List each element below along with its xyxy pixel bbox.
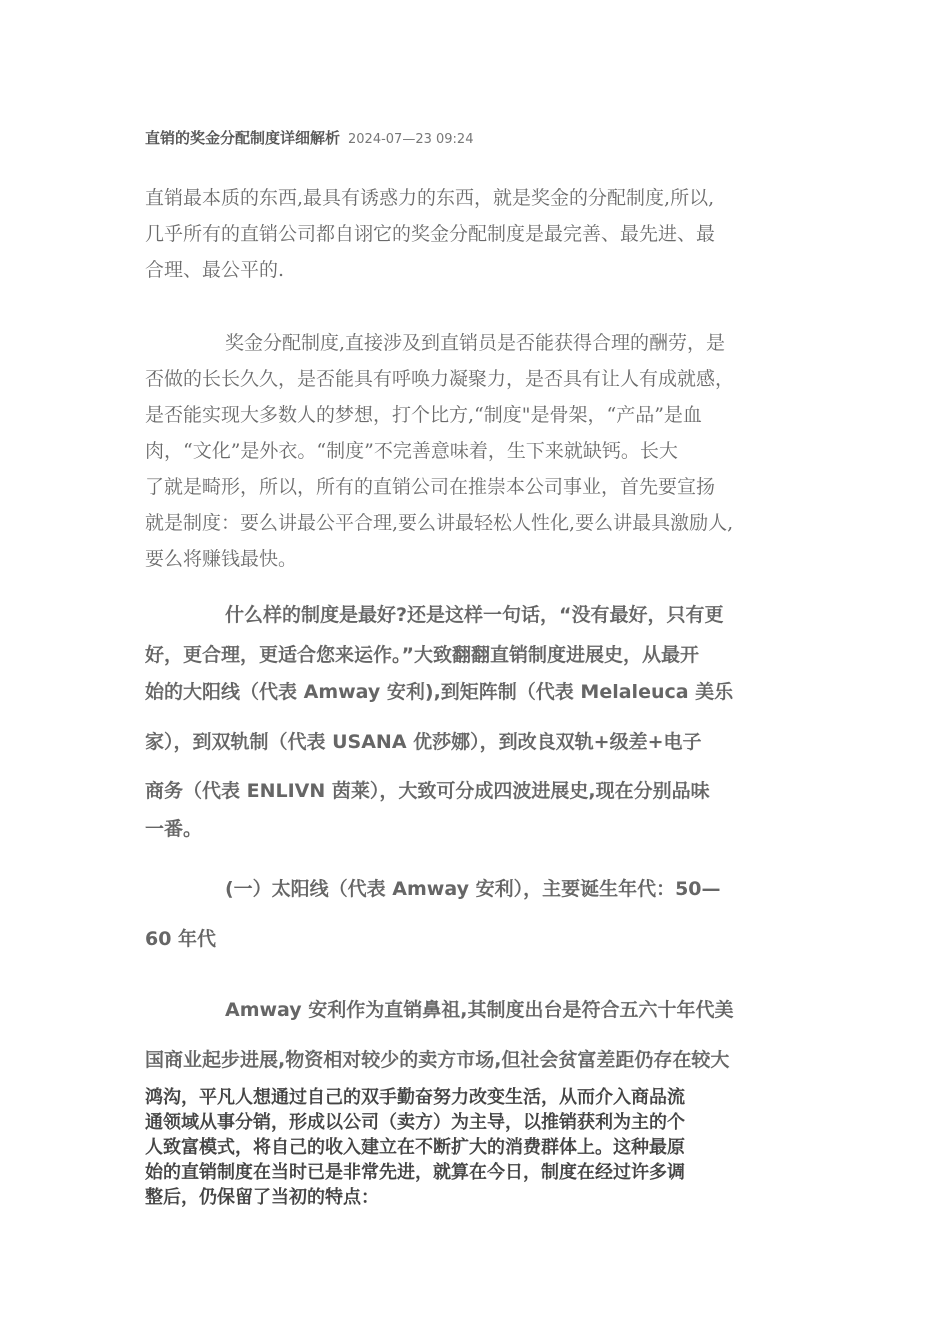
text-line: 60 年代 [145,928,217,950]
text-line: 始的大阳线（代表 Amway 安利),到矩阵制（代表 Melaleuca 美乐 [145,681,734,703]
text-line: 直销最本质的东西,最具有诱惑力的东西，就是奖金的分配制度,所以, [145,187,715,209]
article-title: 直销的奖金分配制度详细解析 [145,129,341,147]
text-line: (一）太阳线（代表 Amway 安利），主要诞生年代：50— [225,878,721,900]
paragraph-amway-continued [145,1085,815,1210]
text-line: 鸿沟，平凡人想通过自己的双手勤奋努力改变生活，从而介入商品流 [145,1087,685,1108]
text-line: 奖金分配制度,直接涉及到直销员是否能获得合理的酬劳，是 [225,332,726,354]
text-line: 好，更合理，更适合您来运作。”大致翻翻直销制度进展史，从最开 [145,644,699,666]
article-date: 2024-07—23 09:24 [348,132,474,147]
text-line: 是否能实现大多数人的梦想，打个比方,“制度"是骨架，“产品”是血 [145,404,702,426]
text-line: 整后，仍保留了当初的特点： [145,1187,379,1208]
text-line: 人致富模式，将自己的收入建立在不断扩大的消费群体上。这种最原 [145,1137,685,1158]
text-line: 了就是畸形，所以，所有的直销公司在推崇本公司事业，首先要宣扬 [145,476,716,498]
text-line: Amway 安利作为直销鼻祖,其制度出台是符合五六十年代美 [225,999,734,1021]
text-line: 肉，“文化”是外衣。“制度”不完善意味着，生下来就缺钙。长大 [145,440,678,462]
text-line: 商务（代表 ENLIVN 茵莱），大致可分成四波进展史,现在分别品味 [145,780,710,802]
text-line: 要么将赚钱最快。 [145,548,298,570]
text-line: 一番。 [145,818,203,840]
paragraph-bonus-system [145,325,815,577]
text-line: 就是制度：要么讲最公平合理,要么讲最轻松人性化,要么讲最具激励人, [145,512,734,534]
text-line: 几乎所有的直销公司都自诩它的奖金分配制度是最完善、最先进、最 [145,223,716,245]
text-line: 否做的长长久久，是否能具有呼唤力凝聚力，是否具有让人有成就感， [145,368,735,390]
text-line: 国商业起步进展,物资相对较少的卖方市场,但社会贫富差距仍存在较大 [145,1049,730,1071]
text-line: 家），到双轨制（代表 USANA 优莎娜），到改良双轨+级差+电子 [145,731,702,753]
text-line: 什么样的制度是最好?还是这样一句话，“没有最好，只有更 [225,604,724,626]
text-line: 始的直销制度在当时已是非常先进，就算在今日，制度在经过许多调 [145,1162,685,1183]
paragraph-intro [145,180,815,288]
text-line: 合理、最公平的. [145,259,285,281]
text-line: 通领域从事分销，形成以公司（卖方）为主导，以推销获利为主的个 [145,1112,685,1133]
article-header [145,127,473,148]
